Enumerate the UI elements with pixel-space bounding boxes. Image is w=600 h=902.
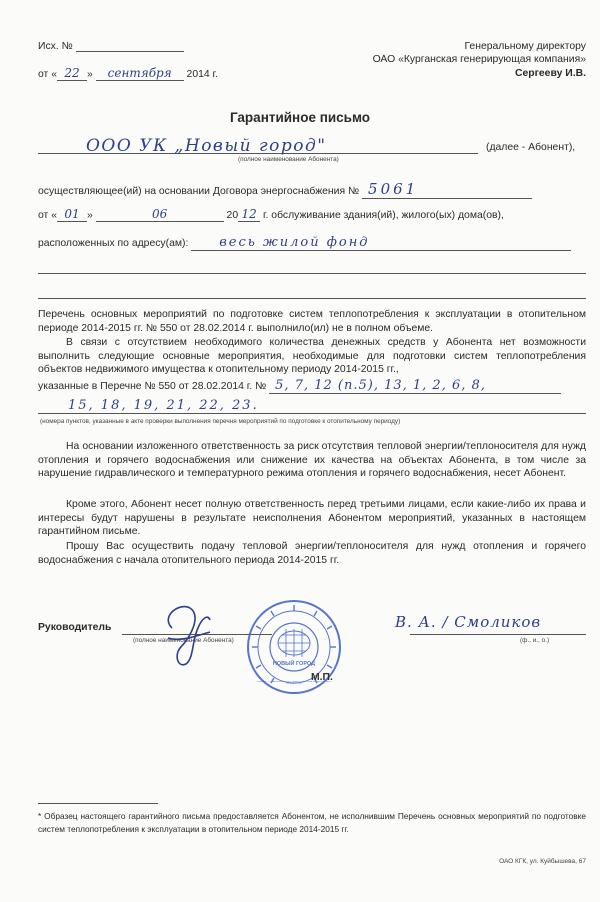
signature-label: Руководитель xyxy=(38,622,112,633)
ref-label: Исх. № xyxy=(38,41,73,52)
paragraph-1: Перечень основных мероприятий по подготовке систем теплопотребления к эксплуатации в отопительном периоде 2014-2015 гг. № 550 от 28.02.2014 г. выполнило(ил) не в полном объеме. xyxy=(38,309,586,334)
document-title: Гарантийное письмо xyxy=(229,110,371,125)
paragraph-3: На основании изложенного ответственность за риск отсутствия тепловой энергии/теплоносителя для нужд отопления и горячего водоснабжения или снижение их качества на объектах Абонента, в том числе за нарушение гидравлического и температурного режима отопления и горячего водоснабжения, несет Абонент. xyxy=(38,441,586,480)
seal-center-text: НОВЫЙ ГОРОД xyxy=(272,661,316,667)
items-caption: (номера пунктов, указанные в акте проверки выполнения перечня мероприятий по подготовке к отопительному периоду) xyxy=(40,418,401,425)
blank-line-1 xyxy=(38,273,586,274)
paragraph-2: В связи с отсутствием необходимого количества денежных средств у Абонента нет возможности выполнить следующие основные мероприятия, необходимые для подготовки систем теплопотребления объектов недвижимого имущества к отопительному периоду 2014-2015 гг., xyxy=(38,337,586,376)
signatory-name: В. А. / Смоликов xyxy=(395,613,542,631)
address-line: расположенных по адресу(ам): весь жилой фонд xyxy=(38,235,571,251)
footnote: * Образец настоящего гарантийного письма предоставляется Абонентом, не исполнившим Перечень основных мероприятий по подготовке систем теплопотребления к эксплуатации в отопительном периоде 2014-2015 гг. xyxy=(38,811,586,834)
signature-caption-right: (ф., и., о.) xyxy=(520,637,550,644)
items-hw-1: 5, 7, 12 (п.5), 13, 1, 2, 6, 8, xyxy=(269,378,561,394)
address-value: весь жилой фонд xyxy=(191,235,571,251)
contract-month: 06 xyxy=(96,207,224,222)
paragraph-4: Кроме этого, Абонент несет полную ответственность перед третьими лицами, если какие-либо их права и интересы будут нарушены в результате неисполнения Абонентом мероприятий, указанных в настоящем гарантийном письме. xyxy=(38,499,586,538)
handwritten-signature xyxy=(150,598,220,678)
subscriber-name: ООО УК „Новый город" xyxy=(38,136,478,154)
items-line-1: указанные в Перечне № 550 от 28.02.2014 г. № 5, 7, 12 (п.5), 13, 1, 2, 6, 8, xyxy=(38,378,561,394)
contract-year: 12 xyxy=(238,207,260,222)
signature-caption-left: (полное наименование Абонента) xyxy=(133,637,234,644)
date-month: сентября xyxy=(96,66,184,81)
contract-number: 5061 xyxy=(362,180,532,199)
contract-date-line: от « 01 » 06 20 12 г. обслуживание здания(ий), жилого(ых) дома(ов), xyxy=(38,207,504,221)
subscriber-caption: (полное наименование Абонента) xyxy=(238,156,339,163)
stamp-place-label: М.П. xyxy=(311,672,333,683)
seal-outer-text: ОБЩЕСТВО С ОГРАНИЧЕННОЙ ОТВЕТСТВЕННОСТЬЮ «УПРАВЛЯЮЩАЯ КОМПАНИЯ «НОВЫЙ ГОРОД» xyxy=(256,681,332,685)
date-day: 22 xyxy=(57,66,87,81)
items-hw-2: 15, 18, 19, 21, 22, 23. xyxy=(38,398,586,414)
footnote-divider xyxy=(38,803,158,804)
addressee-block xyxy=(373,40,586,80)
footer-address: ОАО КГК, ул. Куйбышева, 67 xyxy=(499,858,586,865)
blank-line-2 xyxy=(38,298,586,299)
subscriber-suffix: (далее - Абонент), xyxy=(486,142,576,153)
addressee-name: Сергееву И.В. xyxy=(514,67,586,79)
contract-day: 01 xyxy=(57,207,87,222)
addressee-position: Генеральному директору xyxy=(464,41,586,52)
contract-line: осуществляющее(ий) на основании Договора энергоснабжения № 5061 xyxy=(38,180,532,199)
paragraph-5: Прошу Вас осуществить подачу тепловой энергии/теплоносителя для нужд отопления и горячего водоснабжения с начала отопительного периода 2014-2015 гг. xyxy=(38,541,586,566)
addressee-company: ОАО «Курганская генерирующая компания» xyxy=(372,54,586,66)
letter-date: от « 22 » сентября 2014 г. xyxy=(38,66,218,80)
signature-line-right xyxy=(410,634,586,635)
ref-number-line xyxy=(38,41,184,52)
